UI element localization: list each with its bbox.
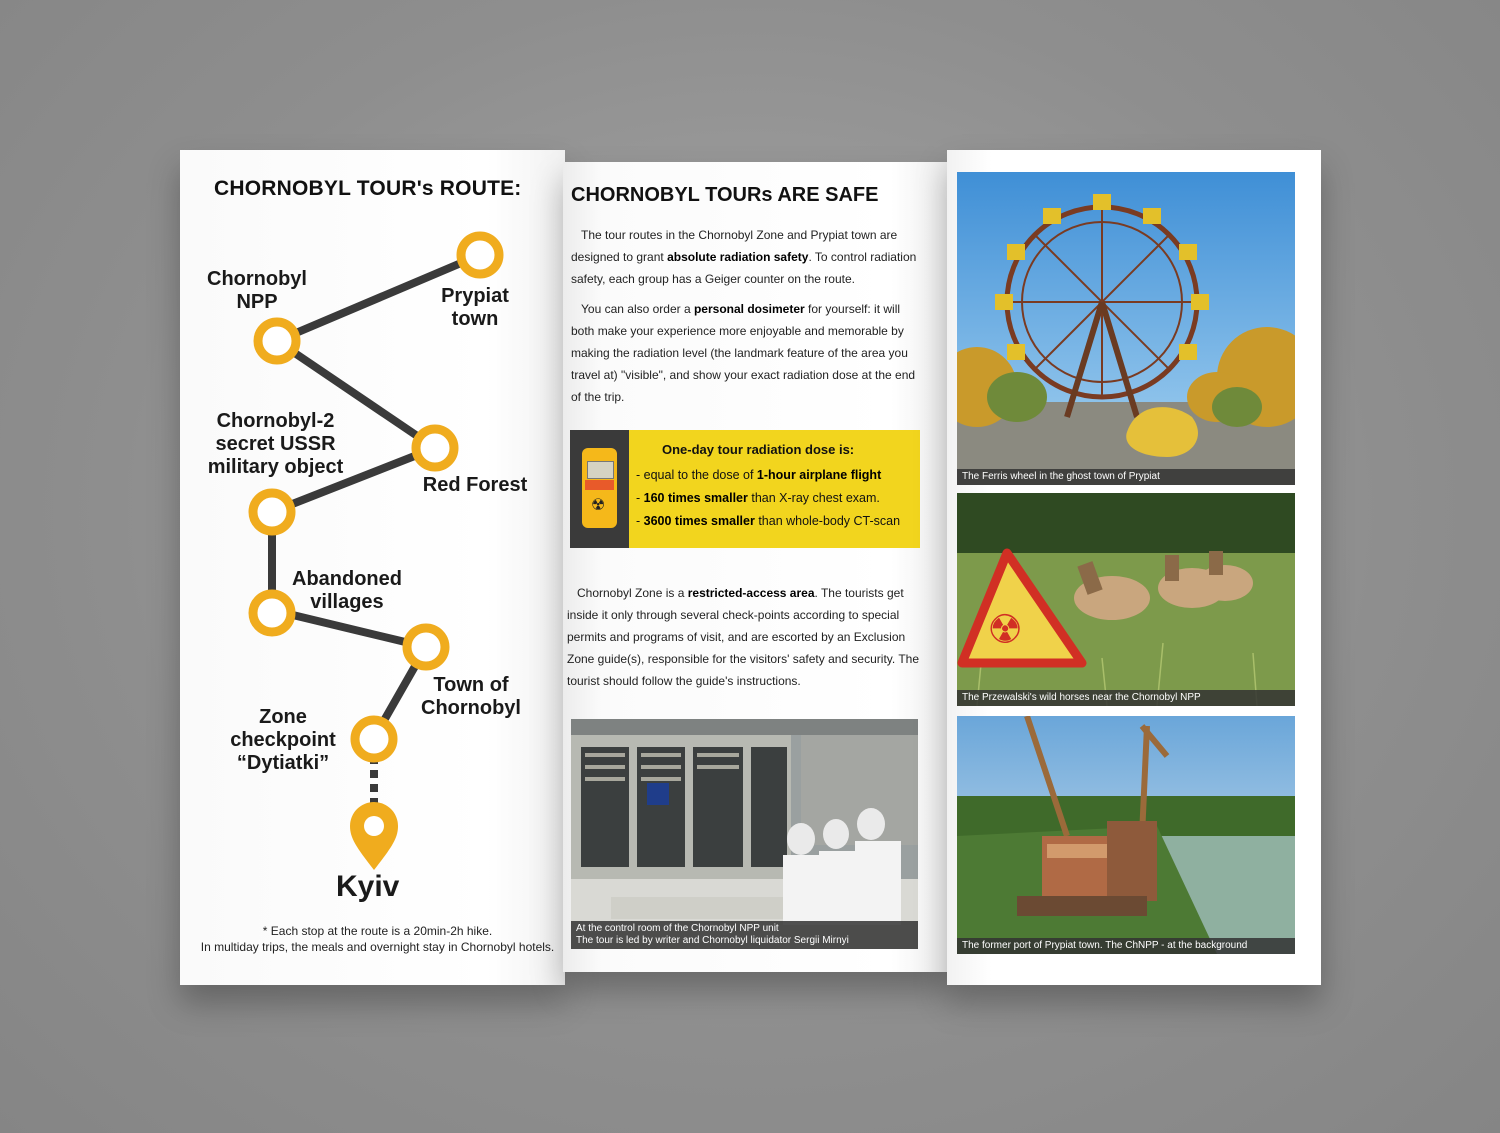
stop-marker-npp: [258, 322, 296, 360]
photo-port: [957, 716, 1295, 954]
dosimeter-icon: ☢: [582, 448, 617, 528]
safety-panel: [563, 162, 949, 972]
stop-label-red-forest: Red Forest: [422, 474, 528, 496]
paragraph-restricted-area: Chornobyl Zone is a restricted-access area. The tourists get inside it only through several check-points according to special permits and programs of visit, and are escorted by an Exclusion Zone guide(s), responsible for the visitors' safety and security. The tourist should follow the guide's instructions.: [567, 586, 920, 688]
location-pin-icon: [350, 802, 398, 870]
safety-title: CHORNOBYL TOURs ARE SAFE: [571, 184, 879, 206]
stop-marker-town: [407, 628, 445, 666]
caption-horses: The Przewalski's wild horses near the Chornobyl NPP: [957, 690, 1295, 706]
stop-label-villages: Abandoned villages: [292, 568, 402, 613]
stop-label-prypiat: Prypiat town: [441, 285, 509, 330]
port-image: [957, 716, 1295, 954]
stop-label-kyiv: Kyiv: [336, 870, 400, 903]
radiation-dose-box: [570, 430, 920, 548]
ferris-wheel-image: [957, 172, 1295, 485]
route-title: CHORNOBYL TOUR's ROUTE:: [214, 177, 522, 200]
control-room-image: [571, 719, 918, 949]
stop-label-town: Town of Chornobyl: [421, 674, 521, 719]
stop-label-checkpoint: Zone checkpoint “Dytiatki”: [230, 706, 336, 774]
route-note: * Each stop at the route is a 20min-2h hike. In multiday trips, the meals and overnight stay in Chornobyl hotels.: [200, 924, 555, 954]
paragraph-dosimeter: You can also order a personal dosimeter for yourself: it will both make your experience more enjoyable and memorable by making the radiation level (the landmark feature of the area you travel at) "visible", and show your exact radiation dose at the end of the trip.: [571, 302, 916, 404]
dose-line-airplane: - equal to the dose of 1-hour airplane flight: [636, 468, 882, 482]
photo-control-room: [571, 719, 918, 949]
photo-ferris-wheel: [957, 172, 1295, 485]
dose-line-ct: - 3600 times smaller than whole-body CT-scan: [636, 514, 901, 528]
photo-horses: [957, 493, 1295, 706]
dose-line-xray: - 160 times smaller than X-ray chest exam.: [636, 491, 880, 505]
photos-panel: [947, 150, 1321, 985]
stop-label-chornobyl-2: Chornobyl-2 secret USSR military object: [207, 410, 344, 478]
horses-image: [957, 493, 1295, 706]
stop-marker-checkpoint: [355, 720, 393, 758]
paragraph-radiation-safety: The tour routes in the Chornobyl Zone and Prypiat town are designed to grant absolute radiation safety. To control radiation safety, each group has a Geiger counter on the route.: [571, 228, 917, 286]
svg-text:☢: ☢: [987, 607, 1023, 653]
stop-label-npp: Chornobyl NPP: [207, 268, 307, 313]
stop-marker-chornobyl-2: [253, 493, 291, 531]
route-panel: [180, 150, 565, 985]
stop-marker-red-forest: [416, 429, 454, 467]
caption-port: The former port of Prypiat town. The ChNPP - at the background: [957, 938, 1295, 954]
dose-title: One-day tour radiation dose is:: [662, 442, 855, 457]
stop-marker-prypiat: [461, 236, 499, 274]
caption-ferris-wheel: The Ferris wheel in the ghost town of Prypiat: [957, 469, 1295, 485]
caption-control-room: At the control room of the Chornobyl NPP unit The tour is led by writer and Chornobyl liquidator Sergii Mirnyi: [571, 921, 918, 949]
